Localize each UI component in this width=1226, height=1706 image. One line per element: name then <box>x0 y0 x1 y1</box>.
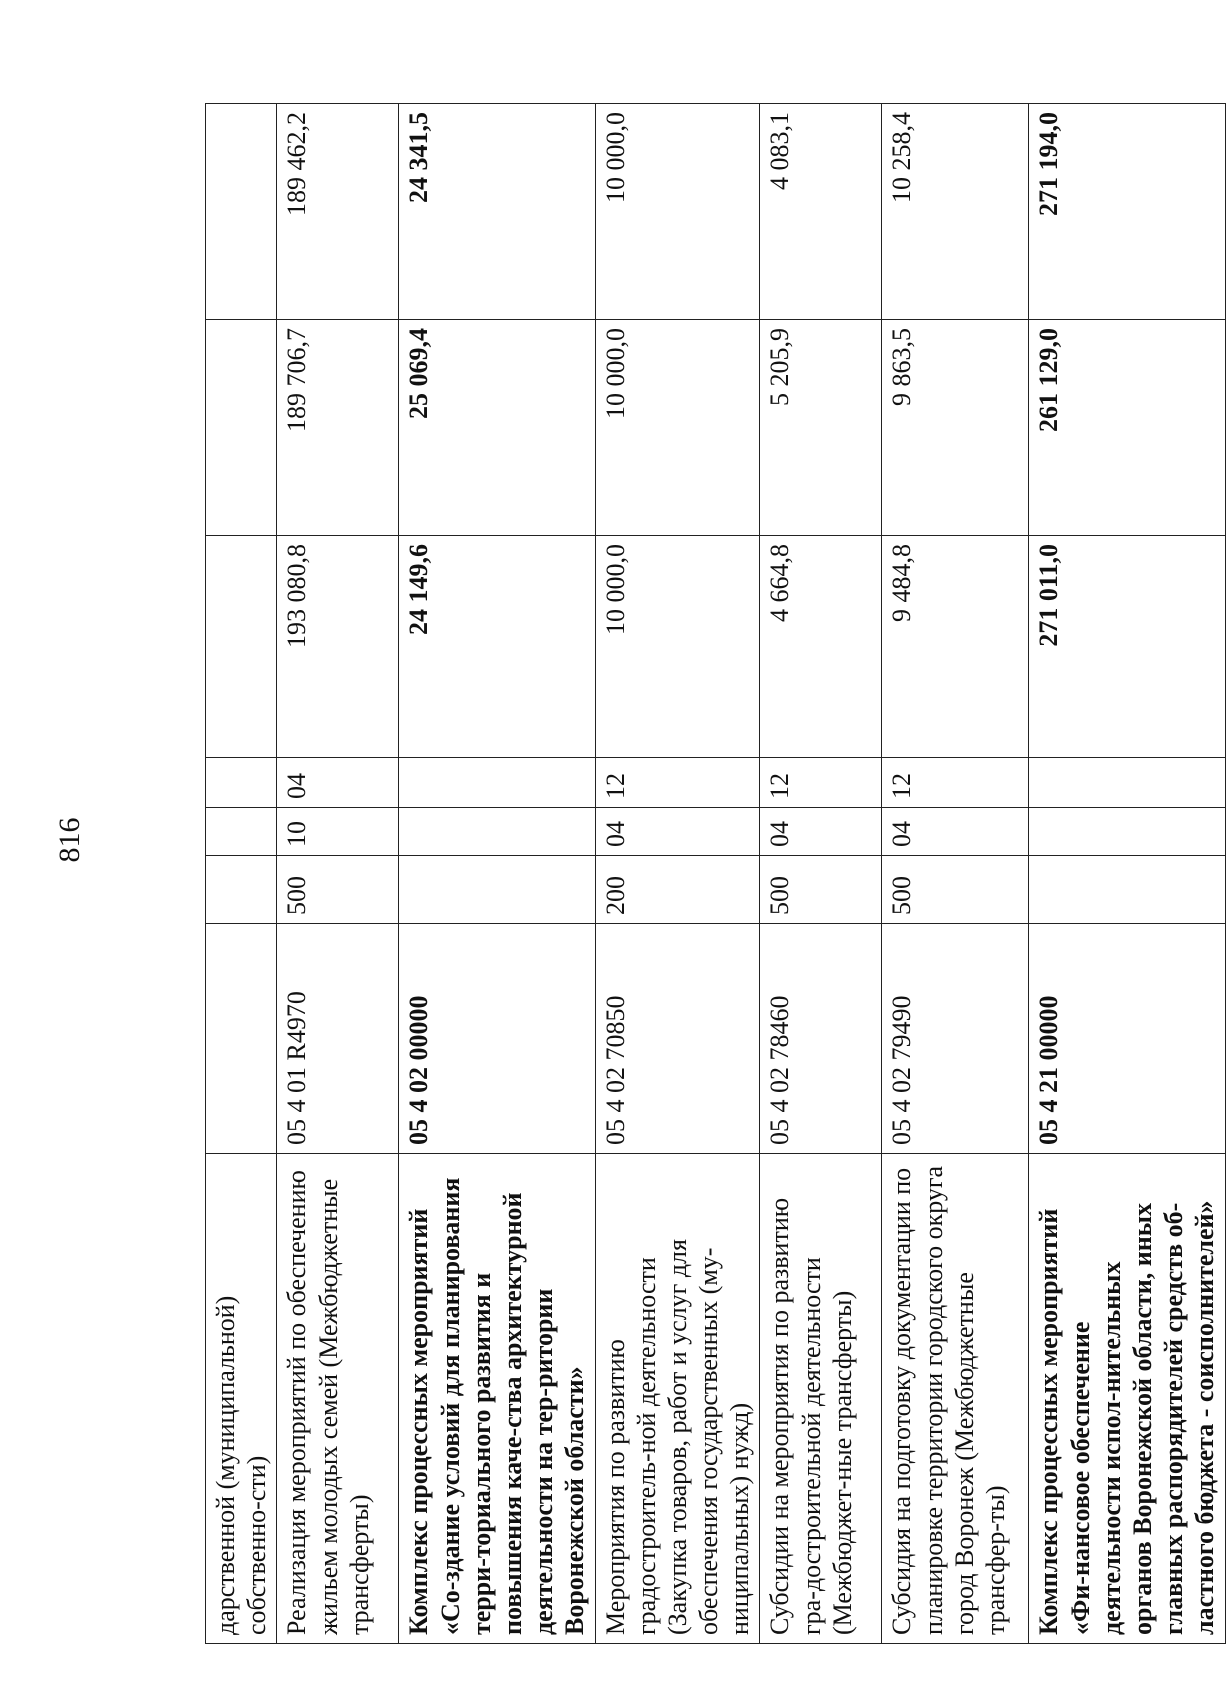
row-value-1-cell: 10 000,0 <box>595 536 760 758</box>
row-value-1-cell <box>206 536 277 758</box>
row-rz-cell: 04 <box>595 808 760 856</box>
row-value-2-cell: 261 129,0 <box>1029 320 1225 536</box>
row-value-3-cell: 10 000,0 <box>595 104 760 320</box>
row-value-2-cell <box>206 320 277 536</box>
row-value-3-cell: 10 258,4 <box>882 104 1029 320</box>
row-value-3-cell: 189 462,2 <box>277 104 399 320</box>
row-value-3-cell: 24 341,5 <box>399 104 595 320</box>
row-value-1-cell: 4 664,8 <box>760 536 882 758</box>
row-value-3-cell <box>206 104 277 320</box>
row-vr-cell <box>1029 856 1225 924</box>
row-name-cell: Реализация мероприятий по обеспечению жильем молодых семей (Межбюджетные трансферты) <box>277 1154 399 1644</box>
row-code-cell: 05 4 21 00000 <box>1029 924 1225 1154</box>
table-row <box>206 104 277 1644</box>
page-number: 816 <box>53 817 86 863</box>
row-code-cell: 05 4 02 70850 <box>595 924 760 1154</box>
row-value-2-cell: 25 069,4 <box>399 320 595 536</box>
row-pr-cell <box>206 758 277 808</box>
row-code-cell: 05 4 02 00000 <box>399 924 595 1154</box>
row-code-cell: 05 4 02 78460 <box>760 924 882 1154</box>
row-vr-cell: 200 <box>595 856 760 924</box>
row-code-cell: 05 4 02 79490 <box>882 924 1029 1154</box>
row-value-1-cell: 271 011,0 <box>1029 536 1225 758</box>
budget-table <box>205 103 1226 1644</box>
row-pr-cell: 12 <box>760 758 882 808</box>
row-value-1-cell: 9 484,8 <box>882 536 1029 758</box>
table-row <box>277 104 399 1644</box>
row-rz-cell: 10 <box>277 808 399 856</box>
table-row <box>595 104 760 1644</box>
row-value-3-cell: 4 083,1 <box>760 104 882 320</box>
row-name-cell: Субсидия на подготовку документации по планировке территории городского округа город Воронеж (Межбюджетные трансфер-ты) <box>882 1154 1029 1644</box>
table-row <box>760 104 882 1644</box>
row-value-1-cell: 24 149,6 <box>399 536 595 758</box>
row-pr-cell: 12 <box>595 758 760 808</box>
row-code-cell: 05 4 01 R4970 <box>277 924 399 1154</box>
row-value-3-cell: 271 194,0 <box>1029 104 1225 320</box>
table-row <box>882 104 1029 1644</box>
row-name-cell: Комплекс процессных мероприятий «Фи-нансовое обеспечение деятельности испол-нительных органов Воронежской области, иных главных распорядителей средств об-ластного бюджета - соисполнителей» <box>1029 1154 1225 1644</box>
row-rz-cell <box>1029 808 1225 856</box>
row-name-cell: Мероприятия по развитию градостроитель-ной деятельности (Закупка товаров, работ и услуг для обеспечения государственных (му-ниципальных) нужд) <box>595 1154 760 1644</box>
table-row <box>399 104 595 1644</box>
row-vr-cell: 500 <box>760 856 882 924</box>
row-name-cell: Субсидии на мероприятия по развитию гра-достроительной деятельности (Межбюджет-ные трансферты) <box>760 1154 882 1644</box>
rotated-table-stage <box>205 104 1220 1644</box>
table-row <box>1029 104 1225 1644</box>
row-name-cell: Комплекс процессных мероприятий «Со-здание условий для планирования терри-ториального развития и повышения каче-ства архитектурной деятельности на тер-ритории Воронежской области» <box>399 1154 595 1644</box>
row-name-cell: дарственной (муниципальной) собственно-сти) <box>206 1154 277 1644</box>
row-vr-cell: 500 <box>882 856 1029 924</box>
table-body <box>206 104 1226 1644</box>
row-rz-cell: 04 <box>760 808 882 856</box>
row-pr-cell: 04 <box>277 758 399 808</box>
row-rz-cell <box>399 808 595 856</box>
row-pr-cell: 12 <box>882 758 1029 808</box>
row-vr-cell <box>206 856 277 924</box>
row-vr-cell <box>399 856 595 924</box>
row-rz-cell <box>206 808 277 856</box>
row-rz-cell: 04 <box>882 808 1029 856</box>
row-value-2-cell: 9 863,5 <box>882 320 1029 536</box>
row-code-cell <box>206 924 277 1154</box>
row-pr-cell <box>399 758 595 808</box>
row-value-2-cell: 10 000,0 <box>595 320 760 536</box>
row-pr-cell <box>1029 758 1225 808</box>
row-value-2-cell: 189 706,7 <box>277 320 399 536</box>
row-value-2-cell: 5 205,9 <box>760 320 882 536</box>
row-value-1-cell: 193 080,8 <box>277 536 399 758</box>
row-vr-cell: 500 <box>277 856 399 924</box>
